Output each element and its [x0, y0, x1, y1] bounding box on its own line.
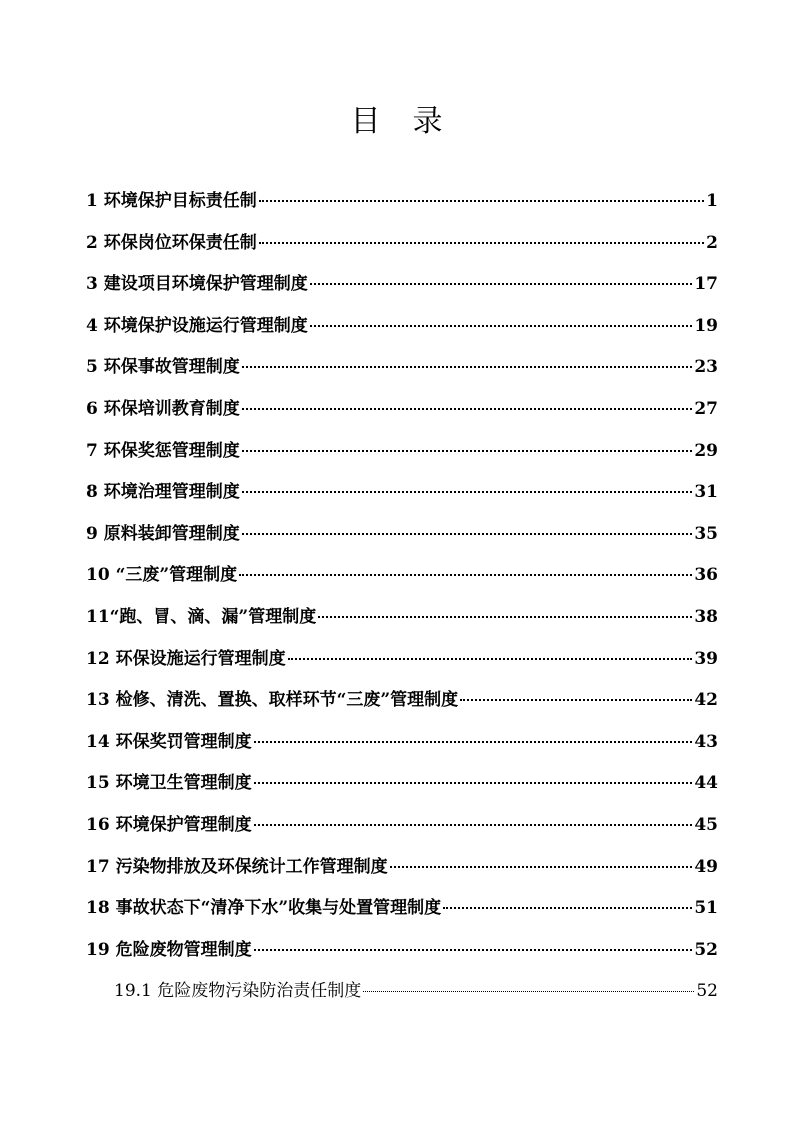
toc-subentry-19-1[interactable] — [86, 976, 718, 1018]
page-title — [0, 96, 793, 140]
dot-leader — [242, 408, 693, 410]
toc-entry-label: 13 检修、清洗、置换、取样环节“三废”管理制度 — [86, 690, 459, 711]
toc-entry-label: 12 环保设施运行管理制度 — [86, 648, 286, 669]
dot-leader — [363, 991, 694, 992]
dot-leader — [254, 741, 693, 743]
toc-entry-label: 19.1 危险废物污染防治责任制度 — [114, 981, 362, 1002]
dot-leader — [242, 491, 693, 493]
toc-entry-9[interactable] — [86, 519, 718, 561]
dot-leader — [288, 658, 693, 660]
toc-entry-page: 45 — [694, 814, 718, 835]
toc-entry-label: 7 环保奖惩管理制度 — [86, 440, 240, 461]
toc-entry-page: 39 — [694, 648, 718, 669]
page-title-right: 录 — [412, 104, 443, 139]
toc-entry-4[interactable] — [86, 311, 718, 353]
dot-leader — [390, 866, 693, 868]
toc-entry-label: 4 环境保护设施运行管理制度 — [86, 315, 308, 336]
toc-entry-page: 38 — [694, 606, 718, 627]
toc-entry-label: 16 环境保护管理制度 — [86, 814, 252, 835]
toc-entry-1[interactable] — [86, 186, 718, 228]
toc-entry-19[interactable] — [86, 935, 718, 977]
toc-entry-page: 35 — [694, 523, 718, 544]
dot-leader — [318, 616, 692, 618]
toc-entry-label: 8 环境治理管理制度 — [86, 482, 240, 503]
toc-entry-page: 1 — [706, 191, 718, 211]
dot-leader — [460, 699, 692, 701]
toc-entry-16[interactable] — [86, 810, 718, 852]
toc-entry-label: 1 环境保护目标责任制 — [86, 191, 257, 211]
toc-entry-label: 5 环保事故管理制度 — [86, 357, 240, 378]
toc-entry-10[interactable] — [86, 560, 718, 602]
toc-entry-page: 27 — [694, 398, 718, 419]
toc-entry-page: 17 — [694, 274, 718, 295]
page-title-left: 目 — [350, 104, 381, 139]
dot-leader — [310, 325, 693, 327]
toc-entry-label: 17 污染物排放及环保统计工作管理制度 — [86, 856, 388, 877]
dot-leader — [254, 949, 693, 951]
toc-entry-12[interactable] — [86, 644, 718, 686]
table-of-contents — [86, 186, 718, 1018]
toc-entry-13[interactable] — [86, 685, 718, 727]
toc-entry-label: 10 “三废”管理制度 — [86, 565, 238, 586]
toc-entry-label: 14 环保奖罚管理制度 — [86, 731, 252, 752]
toc-entry-label: 6 环保培训教育制度 — [86, 398, 240, 419]
toc-entry-2[interactable] — [86, 228, 718, 270]
toc-entry-label: 3 建设项目环境保护管理制度 — [86, 274, 308, 295]
dot-leader — [254, 824, 693, 826]
toc-entry-page: 43 — [694, 731, 718, 752]
toc-entry-page: 52 — [694, 939, 718, 960]
toc-entry-page: 36 — [694, 565, 718, 586]
toc-entry-5[interactable] — [86, 352, 718, 394]
toc-entry-page: 49 — [694, 856, 718, 877]
dot-leader — [242, 366, 693, 368]
toc-entry-page: 44 — [694, 773, 718, 794]
toc-entry-page: 31 — [694, 482, 718, 503]
toc-entry-8[interactable] — [86, 477, 718, 519]
toc-entry-label: 18 事故状态下“清净下水”收集与处置管理制度 — [86, 898, 442, 919]
toc-entry-7[interactable] — [86, 436, 718, 478]
dot-leader — [239, 574, 692, 576]
toc-entry-11[interactable] — [86, 602, 718, 644]
toc-entry-page: 42 — [694, 690, 718, 711]
dot-leader — [310, 283, 693, 285]
toc-entry-15[interactable] — [86, 768, 718, 810]
toc-entry-page: 29 — [694, 440, 718, 461]
dot-leader — [242, 533, 693, 535]
toc-entry-18[interactable] — [86, 893, 718, 935]
toc-entry-label: 2 环保岗位环保责任制 — [86, 232, 257, 253]
toc-entry-6[interactable] — [86, 394, 718, 436]
toc-entry-page: 19 — [694, 315, 718, 336]
toc-entry-label: 9 原料装卸管理制度 — [86, 523, 240, 544]
toc-entry-page: 52 — [696, 981, 718, 1002]
toc-entry-label: 19 危险废物管理制度 — [86, 939, 252, 960]
toc-entry-label: 15 环境卫生管理制度 — [86, 773, 252, 794]
dot-leader — [443, 907, 692, 909]
toc-entry-14[interactable] — [86, 727, 718, 769]
dot-leader — [242, 450, 693, 452]
dot-leader — [259, 242, 704, 244]
toc-entry-3[interactable] — [86, 269, 718, 311]
toc-entry-17[interactable] — [86, 852, 718, 894]
toc-entry-page: 23 — [694, 357, 718, 378]
toc-entry-page: 51 — [694, 898, 718, 919]
toc-entry-page: 2 — [706, 232, 718, 253]
dot-leader — [259, 200, 704, 202]
dot-leader — [254, 782, 693, 784]
toc-entry-label: 11“跑、冒、滴、漏”管理制度 — [86, 606, 317, 627]
